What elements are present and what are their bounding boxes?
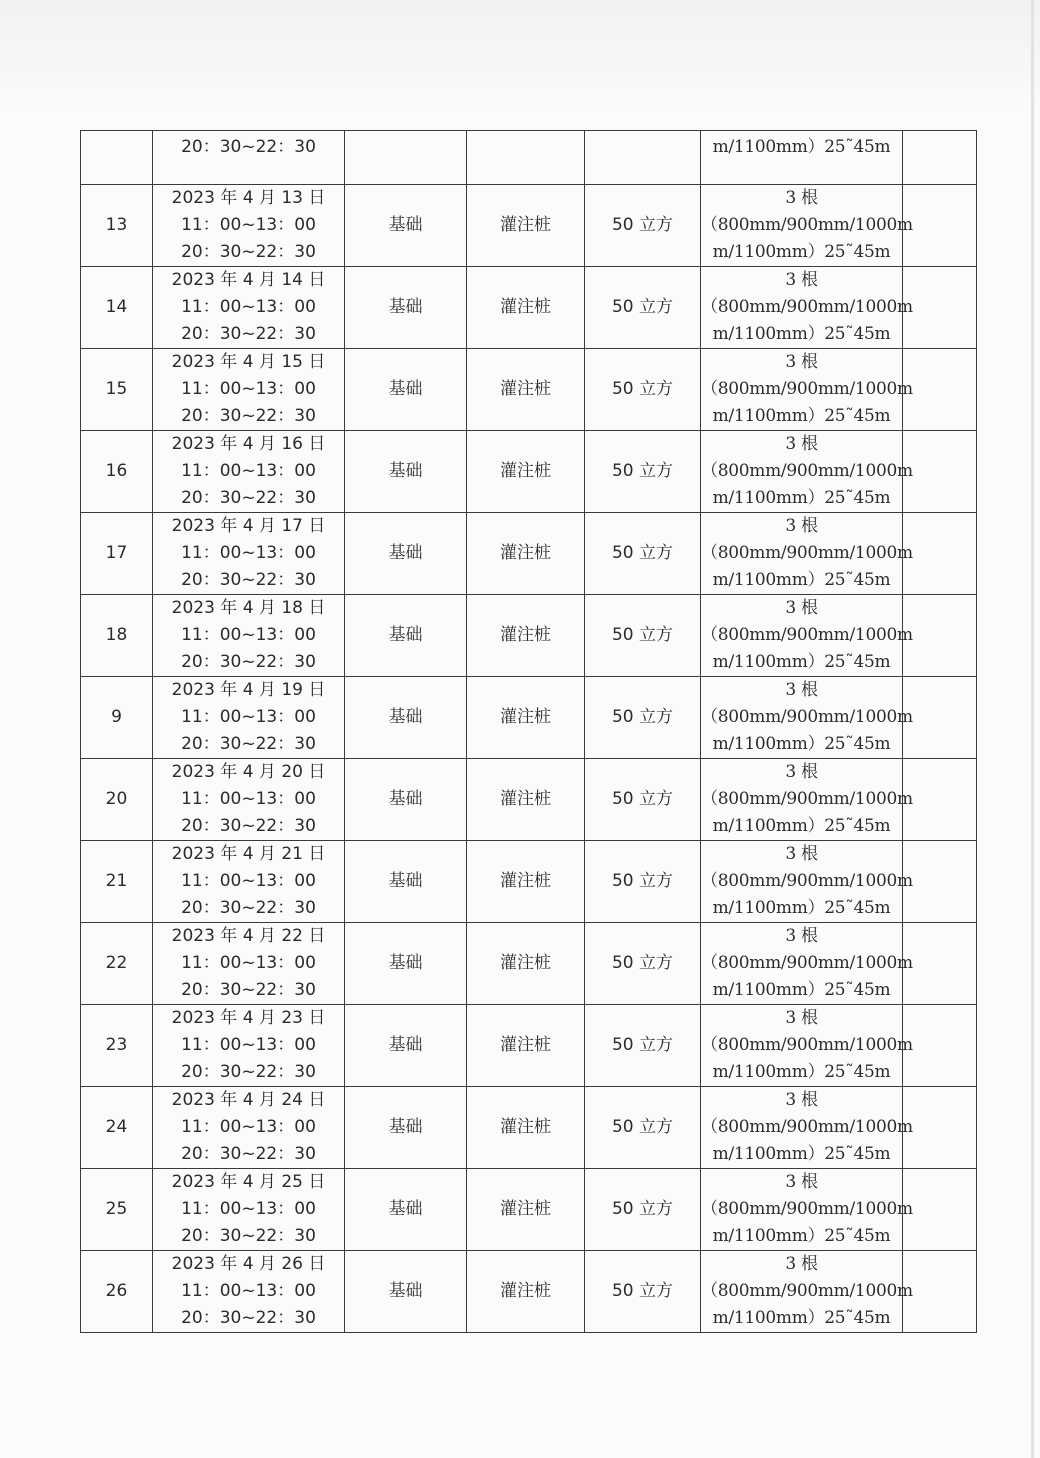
time-line-1: 11：00~13：00 (181, 215, 316, 235)
desc-count: 3 根 (785, 352, 818, 372)
cell-desc (701, 185, 913, 267)
time-line: 20：30~22：30 (181, 137, 316, 157)
time-line-2: 20：30~22：30 (181, 898, 316, 918)
cell-note (903, 267, 977, 349)
time-line-2: 20：30~22：30 (181, 1144, 316, 1164)
desc-length: m/1100mm）25˜45m (712, 816, 891, 836)
cell-volume: 50 立方 (585, 1251, 701, 1333)
cell-note (903, 841, 977, 923)
cell-time (153, 1251, 345, 1333)
cell-no: 9 (81, 677, 153, 759)
cell-desc (701, 841, 913, 923)
cell-part: 基础 (345, 1251, 467, 1333)
cell-type: 灌注桩 (467, 1005, 585, 1087)
cell-time (153, 1169, 345, 1251)
cell-volume: 50 立方 (585, 513, 701, 595)
date-line: 2023 年 4 月 23 日 (171, 1008, 326, 1028)
cell-desc (701, 923, 913, 1005)
table-row (81, 267, 977, 349)
date-line: 2023 年 4 月 24 日 (171, 1090, 326, 1110)
cell-part: 基础 (345, 349, 467, 431)
time-line-2: 20：30~22：30 (181, 734, 316, 754)
cell-time (153, 513, 345, 595)
cell-volume: 50 立方 (585, 267, 701, 349)
cell-part: 基础 (345, 841, 467, 923)
table-row (81, 677, 977, 759)
desc-length: m/1100mm）25˜45m (712, 242, 891, 262)
cell-type: 灌注桩 (467, 1251, 585, 1333)
desc-count: 3 根 (785, 1008, 818, 1028)
cell-time (153, 267, 345, 349)
time-line-1: 11：00~13：00 (181, 461, 316, 481)
cell-part: 基础 (345, 185, 467, 267)
cell-time (153, 677, 345, 759)
time-line-1: 11：00~13：00 (181, 707, 316, 727)
desc-length: m/1100mm）25˜45m (712, 488, 891, 508)
time-line-1: 11：00~13：00 (181, 1199, 316, 1219)
desc-count: 3 根 (785, 598, 818, 618)
desc-length: m/1100mm）25˜45m (712, 324, 891, 344)
cell-volume: 50 立方 (585, 349, 701, 431)
desc-diameters: （800mm/900mm/1000m (701, 707, 913, 727)
cell-part (345, 131, 467, 185)
desc-length: m/1100mm）25˜45m (712, 1144, 891, 1164)
table-row (81, 1251, 977, 1333)
date-line: 2023 年 4 月 13 日 (171, 188, 326, 208)
table-row (81, 595, 977, 677)
date-line: 2023 年 4 月 16 日 (171, 434, 326, 454)
table-row-continuation (81, 131, 977, 185)
date-line: 2023 年 4 月 25 日 (171, 1172, 326, 1192)
cell-no: 25 (81, 1169, 153, 1251)
cell-note (903, 595, 977, 677)
cell-time (153, 595, 345, 677)
table-row (81, 513, 977, 595)
date-line: 2023 年 4 月 20 日 (171, 762, 326, 782)
cell-note (903, 759, 977, 841)
date-line: 2023 年 4 月 19 日 (171, 680, 326, 700)
time-line-2: 20：30~22：30 (181, 570, 316, 590)
desc-length: m/1100mm）25˜45m (712, 980, 891, 1000)
table-row (81, 185, 977, 267)
page-edge-shadow (1031, 0, 1034, 1458)
cell-desc (701, 513, 913, 595)
time-line-1: 11：00~13：00 (181, 1117, 316, 1137)
cell-part: 基础 (345, 1169, 467, 1251)
cell-no: 18 (81, 595, 153, 677)
cell-no: 24 (81, 1087, 153, 1169)
cell-volume: 50 立方 (585, 1087, 701, 1169)
cell-volume: 50 立方 (585, 1169, 701, 1251)
cell-type (467, 131, 585, 185)
desc-count: 3 根 (785, 680, 818, 700)
time-line-1: 11：00~13：00 (181, 953, 316, 973)
time-line-1: 11：00~13：00 (181, 871, 316, 891)
desc-diameters: （800mm/900mm/1000m (701, 461, 913, 481)
desc-count: 3 根 (785, 516, 818, 536)
cell-desc (701, 1251, 913, 1333)
cell-part: 基础 (345, 431, 467, 513)
cell-no: 15 (81, 349, 153, 431)
cell-part: 基础 (345, 513, 467, 595)
date-line: 2023 年 4 月 26 日 (171, 1254, 326, 1274)
desc-diameters: （800mm/900mm/1000m (701, 871, 913, 891)
cell-note (903, 185, 977, 267)
table-row (81, 841, 977, 923)
desc-diameters: （800mm/900mm/1000m (701, 625, 913, 645)
cell-part: 基础 (345, 595, 467, 677)
table-row (81, 759, 977, 841)
cell-type: 灌注桩 (467, 185, 585, 267)
cell-no: 26 (81, 1251, 153, 1333)
cell-type: 灌注桩 (467, 431, 585, 513)
cell-type: 灌注桩 (467, 1087, 585, 1169)
cell-desc (701, 1005, 913, 1087)
cell-type: 灌注桩 (467, 677, 585, 759)
cell-desc (701, 677, 913, 759)
desc-length: m/1100mm）25˜45m (712, 1308, 891, 1328)
time-line-2: 20：30~22：30 (181, 488, 316, 508)
desc-count: 3 根 (785, 844, 818, 864)
table-row (81, 349, 977, 431)
desc-count: 3 根 (785, 762, 818, 782)
cell-volume: 50 立方 (585, 1005, 701, 1087)
cell-time (153, 1087, 345, 1169)
table-row (81, 923, 977, 1005)
desc-length: m/1100mm）25˜45m (712, 898, 891, 918)
date-line: 2023 年 4 月 15 日 (171, 352, 326, 372)
cell-part: 基础 (345, 1005, 467, 1087)
date-line: 2023 年 4 月 21 日 (171, 844, 326, 864)
desc-diameters: （800mm/900mm/1000m (701, 543, 913, 563)
cell-note (903, 349, 977, 431)
cell-type: 灌注桩 (467, 759, 585, 841)
time-line-2: 20：30~22：30 (181, 1062, 316, 1082)
desc-count: 3 根 (785, 926, 818, 946)
table-row (81, 431, 977, 513)
cell-part: 基础 (345, 759, 467, 841)
time-line-2: 20：30~22：30 (181, 1308, 316, 1328)
cell-desc (701, 1169, 913, 1251)
date-line: 2023 年 4 月 14 日 (171, 270, 326, 290)
desc-length: m/1100mm）25˜45m (712, 734, 891, 754)
time-line-2: 20：30~22：30 (181, 242, 316, 262)
cell-no: 20 (81, 759, 153, 841)
cell-volume: 50 立方 (585, 677, 701, 759)
table-row (81, 1169, 977, 1251)
cell-desc (701, 267, 913, 349)
desc-diameters: （800mm/900mm/1000m (701, 953, 913, 973)
cell-volume (585, 131, 701, 185)
cell-desc (701, 349, 913, 431)
cell-part: 基础 (345, 923, 467, 1005)
cell-time (153, 349, 345, 431)
cell-note (903, 1005, 977, 1087)
cell-time (153, 1005, 345, 1087)
cell-note (903, 131, 977, 185)
cell-desc (701, 431, 913, 513)
desc-count: 3 根 (785, 188, 818, 208)
time-line-1: 11：00~13：00 (181, 625, 316, 645)
time-line-1: 11：00~13：00 (181, 379, 316, 399)
scan-bleed-through (0, 0, 1040, 110)
cell-note (903, 677, 977, 759)
desc-diameters: （800mm/900mm/1000m (701, 1199, 913, 1219)
time-line-1: 11：00~13：00 (181, 543, 316, 563)
cell-note (903, 513, 977, 595)
cell-time (153, 759, 345, 841)
desc-diameters: （800mm/900mm/1000m (701, 215, 913, 235)
cell-part: 基础 (345, 267, 467, 349)
cell-type: 灌注桩 (467, 595, 585, 677)
cell-note (903, 1169, 977, 1251)
date-line: 2023 年 4 月 18 日 (171, 598, 326, 618)
cell-time (153, 185, 345, 267)
time-line-2: 20：30~22：30 (181, 980, 316, 1000)
desc-length: m/1100mm）25˜45m (712, 1062, 891, 1082)
date-line: 2023 年 4 月 17 日 (171, 516, 326, 536)
cell-no: 17 (81, 513, 153, 595)
time-line-2: 20：30~22：30 (181, 1226, 316, 1246)
time-line-2: 20：30~22：30 (181, 406, 316, 426)
time-line-2: 20：30~22：30 (181, 324, 316, 344)
cell-type: 灌注桩 (467, 923, 585, 1005)
desc-length: m/1100mm）25˜45m (712, 1226, 891, 1246)
cell-type: 灌注桩 (467, 349, 585, 431)
time-line-1: 11：00~13：00 (181, 297, 316, 317)
time-line-2: 20：30~22：30 (181, 816, 316, 836)
cell-time (153, 431, 345, 513)
time-line-1: 11：00~13：00 (181, 789, 316, 809)
cell-type: 灌注桩 (467, 841, 585, 923)
desc-count: 3 根 (785, 270, 818, 290)
cell-note (903, 1251, 977, 1333)
date-line: 2023 年 4 月 22 日 (171, 926, 326, 946)
cell-desc (701, 595, 913, 677)
desc-diameters: （800mm/900mm/1000m (701, 1117, 913, 1137)
cell-volume: 50 立方 (585, 759, 701, 841)
cell-type: 灌注桩 (467, 267, 585, 349)
cell-type: 灌注桩 (467, 1169, 585, 1251)
cell-type: 灌注桩 (467, 513, 585, 595)
cell-volume: 50 立方 (585, 841, 701, 923)
cell-no: 14 (81, 267, 153, 349)
time-line-2: 20：30~22：30 (181, 652, 316, 672)
cell-no: 13 (81, 185, 153, 267)
cell-no: 16 (81, 431, 153, 513)
desc-count: 3 根 (785, 1090, 818, 1110)
desc-count: 3 根 (785, 1172, 818, 1192)
desc-diameters: （800mm/900mm/1000m (701, 1281, 913, 1301)
cell-note (903, 431, 977, 513)
cell-volume: 50 立方 (585, 923, 701, 1005)
desc-length: m/1100mm）25˜45m (712, 570, 891, 590)
cell-note (903, 1087, 977, 1169)
cell-no (81, 131, 153, 185)
desc-count: 3 根 (785, 1254, 818, 1274)
desc-diameters: （800mm/900mm/1000m (701, 1035, 913, 1055)
time-line-1: 11：00~13：00 (181, 1035, 316, 1055)
cell-volume: 50 立方 (585, 185, 701, 267)
cell-desc (701, 759, 913, 841)
cell-note (903, 923, 977, 1005)
desc-line: m/1100mm）25˜45m (712, 137, 891, 157)
desc-count: 3 根 (785, 434, 818, 454)
cell-volume: 50 立方 (585, 431, 701, 513)
cell-desc (701, 1087, 913, 1169)
cell-time (153, 131, 345, 185)
desc-length: m/1100mm）25˜45m (712, 652, 891, 672)
cell-time (153, 841, 345, 923)
cell-volume: 50 立方 (585, 595, 701, 677)
table-row (81, 1087, 977, 1169)
cell-no: 21 (81, 841, 153, 923)
cell-part: 基础 (345, 1087, 467, 1169)
desc-length: m/1100mm）25˜45m (712, 406, 891, 426)
desc-diameters: （800mm/900mm/1000m (701, 789, 913, 809)
cell-no: 22 (81, 923, 153, 1005)
construction-schedule-table (80, 130, 977, 1333)
desc-diameters: （800mm/900mm/1000m (701, 297, 913, 317)
table-body (81, 131, 977, 1333)
time-line-1: 11：00~13：00 (181, 1281, 316, 1301)
cell-no: 23 (81, 1005, 153, 1087)
cell-part: 基础 (345, 677, 467, 759)
cell-desc (701, 131, 903, 185)
desc-diameters: （800mm/900mm/1000m (701, 379, 913, 399)
table-row (81, 1005, 977, 1087)
cell-time (153, 923, 345, 1005)
